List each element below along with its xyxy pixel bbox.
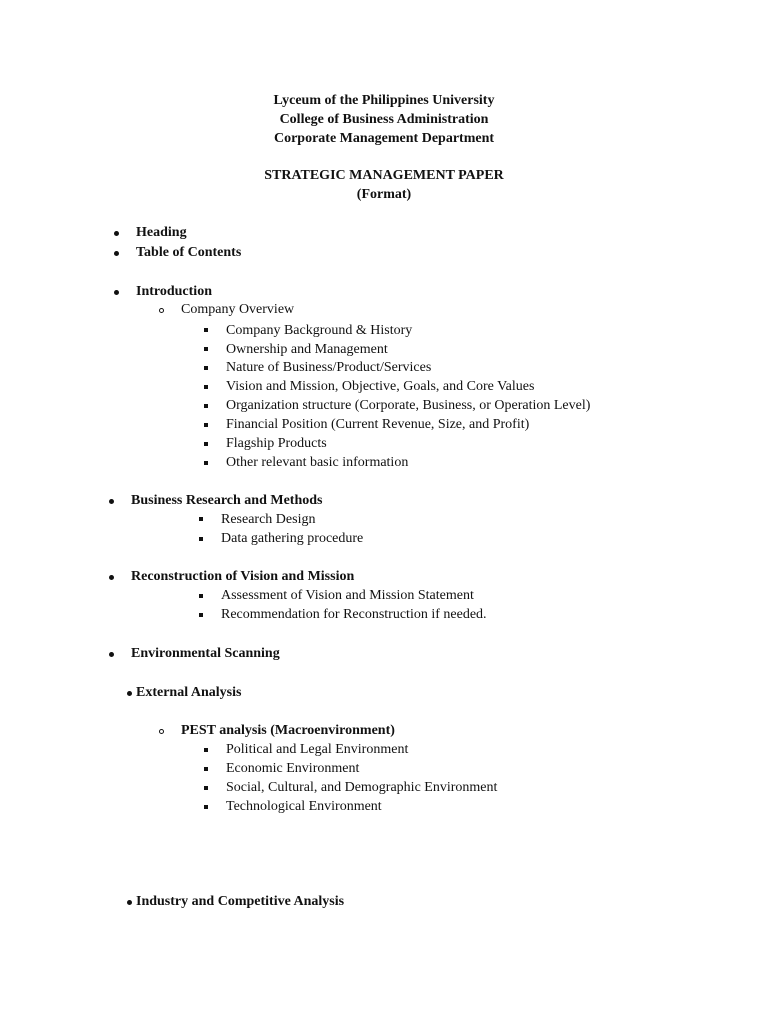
section-research: Business Research and Methods — [131, 493, 323, 508]
bullet-circle-icon — [159, 729, 164, 734]
list-item: Ownership and Management — [226, 342, 388, 357]
bullet-dot-icon — [114, 251, 119, 256]
list-item: Financial Position (Current Revenue, Size, and Profit) — [226, 417, 530, 432]
bullet-square-icon — [204, 347, 208, 351]
bullet-square-icon — [204, 328, 208, 332]
bullet-circle-icon — [159, 308, 164, 313]
list-item: Nature of Business/Product/Services — [226, 360, 432, 375]
pest-analysis: PEST analysis (Macroenvironment) — [181, 723, 395, 738]
list-item: Data gathering procedure — [221, 531, 364, 546]
section-introduction: Introduction — [136, 284, 212, 299]
bullet-square-icon — [199, 613, 203, 617]
paper-subtitle: (Format) — [356, 187, 412, 202]
list-item: Assessment of Vision and Mission Statement — [221, 588, 474, 603]
bullet-square-icon — [204, 748, 208, 752]
list-item: Organization structure (Corporate, Business, or Operation Level) — [226, 398, 591, 413]
list-item: Recommendation for Reconstruction if needed. — [221, 607, 487, 622]
department-name: Corporate Management Department — [273, 131, 495, 146]
bullet-square-icon — [204, 461, 208, 465]
bullet-dot-icon — [114, 290, 119, 295]
list-item: Other relevant basic information — [226, 455, 409, 470]
bullet-square-icon — [199, 537, 203, 541]
list-item: Technological Environment — [226, 799, 382, 814]
bullet-square-icon — [204, 423, 208, 427]
section-toc: Table of Contents — [136, 245, 242, 260]
list-item: Research Design — [221, 512, 316, 527]
section-environmental: Environmental Scanning — [131, 646, 280, 661]
bullet-dot-icon — [109, 499, 114, 504]
bullet-square-icon — [204, 767, 208, 771]
list-item: Vision and Mission, Objective, Goals, and Core Values — [226, 379, 535, 394]
bullet-square-icon — [204, 366, 208, 370]
list-item: Political and Legal Environment — [226, 742, 409, 757]
list-item: Flagship Products — [226, 436, 327, 451]
bullet-square-icon — [199, 517, 203, 521]
paper-title: STRATEGIC MANAGEMENT PAPER — [264, 168, 504, 183]
list-item: Social, Cultural, and Demographic Environment — [226, 780, 498, 795]
section-heading: Heading — [136, 225, 187, 240]
list-item: Economic Environment — [226, 761, 360, 776]
bullet-square-icon — [204, 404, 208, 408]
bullet-dot-icon — [127, 900, 132, 905]
bullet-dot-icon — [109, 652, 114, 657]
company-overview: Company Overview — [181, 302, 295, 317]
bullet-square-icon — [204, 805, 208, 809]
bullet-square-icon — [204, 385, 208, 389]
bullet-square-icon — [204, 786, 208, 790]
bullet-square-icon — [204, 442, 208, 446]
college-name: College of Business Administration — [279, 112, 489, 127]
bullet-square-icon — [199, 594, 203, 598]
bullet-dot-icon — [109, 575, 114, 580]
bullet-dot-icon — [114, 231, 119, 236]
industry-analysis: Industry and Competitive Analysis — [136, 894, 345, 909]
section-reconstruction: Reconstruction of Vision and Mission — [131, 569, 355, 584]
list-item: Company Background & History — [226, 323, 413, 338]
bullet-dot-icon — [127, 691, 132, 696]
university-name: Lyceum of the Philippines University — [273, 93, 495, 108]
external-analysis: External Analysis — [136, 685, 242, 700]
